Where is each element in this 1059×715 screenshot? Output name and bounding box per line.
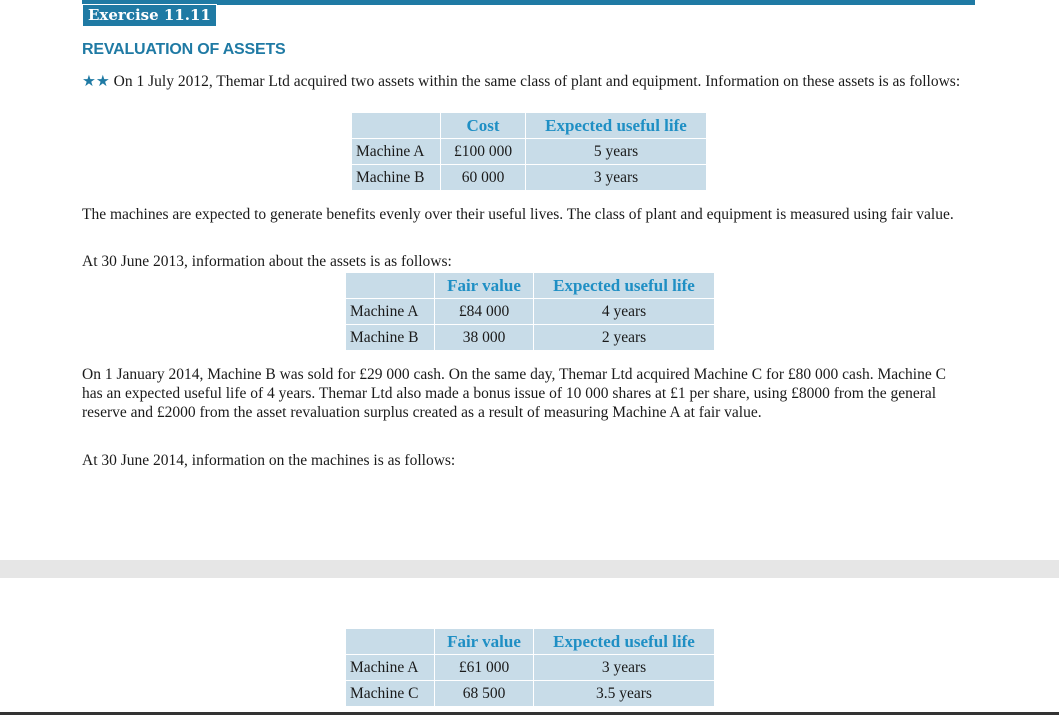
row-cost: 60 000: [441, 165, 526, 191]
row-life: 3.5 years: [534, 681, 715, 707]
header-life: Expected useful life: [526, 113, 707, 139]
header-life: Expected useful life: [534, 273, 715, 299]
header-fair-value: Fair value: [435, 273, 534, 299]
table-row: [346, 299, 715, 325]
table-header-row: [346, 629, 715, 655]
header-blank: [346, 273, 435, 299]
header-cost: Cost: [441, 113, 526, 139]
header-life: Expected useful life: [534, 629, 715, 655]
paragraph-2014-events: On 1 January 2014, Machine B was sold for £29 000 cash. On the same day, Themar Ltd acquired Machine C for £80 000 cash. Machine C has an expected useful life of 4 years. Themar Ltd also made a bonus issue of 10 000 shares at £1 per share, using £8000 from the general reserve and £2000 from the asset revaluation surplus created as a result of measuring Machine A at fair value.: [82, 366, 946, 421]
row-label: Machine A: [352, 139, 441, 165]
row-life: 3 years: [526, 165, 707, 191]
row-label: Machine C: [346, 681, 435, 707]
row-fair-value: 68 500: [435, 681, 534, 707]
header-fair-value: Fair value: [435, 629, 534, 655]
table-2013: [345, 272, 715, 351]
header-blank: [352, 113, 441, 139]
table-header-row: [352, 113, 707, 139]
table-2014: [345, 628, 715, 707]
row-life: 5 years: [526, 139, 707, 165]
row-life: 3 years: [534, 655, 715, 681]
row-fair-value: £84 000: [435, 299, 534, 325]
row-label: Machine A: [346, 299, 435, 325]
page-break-gap: [0, 560, 1059, 578]
row-life: 4 years: [534, 299, 715, 325]
exercise-label: Exercise 11.11: [82, 4, 217, 27]
row-label: Machine B: [346, 325, 435, 351]
header-blank: [346, 629, 435, 655]
difficulty-stars-icon: ★★: [82, 73, 110, 90]
table-header-row: [346, 273, 715, 299]
table-acquisition: [351, 112, 707, 191]
paragraph-benefits: The machines are expected to generate benefits evenly over their useful lives. The class of plant and equipment is measured using fair value.: [82, 206, 954, 223]
intro-paragraph: [82, 72, 962, 91]
row-fair-value: 38 000: [435, 325, 534, 351]
table-row: [346, 681, 715, 707]
table-row: [352, 139, 707, 165]
table-row: [346, 655, 715, 681]
paragraph-2013-intro: At 30 June 2013, information about the assets is as follows:: [82, 253, 452, 270]
paragraph-2014-intro: At 30 June 2014, information on the machines is as follows:: [82, 452, 456, 469]
table-row: [346, 325, 715, 351]
row-fair-value: £61 000: [435, 655, 534, 681]
section-heading: REVALUATION OF ASSETS: [82, 41, 286, 58]
row-cost: £100 000: [441, 139, 526, 165]
row-label: Machine A: [346, 655, 435, 681]
table-row: [352, 165, 707, 191]
row-life: 2 years: [534, 325, 715, 351]
intro-text: On 1 July 2012, Themar Ltd acquired two assets within the same class of plant and equipment. Information on these assets is as follows:: [109, 73, 961, 90]
row-label: Machine B: [352, 165, 441, 191]
